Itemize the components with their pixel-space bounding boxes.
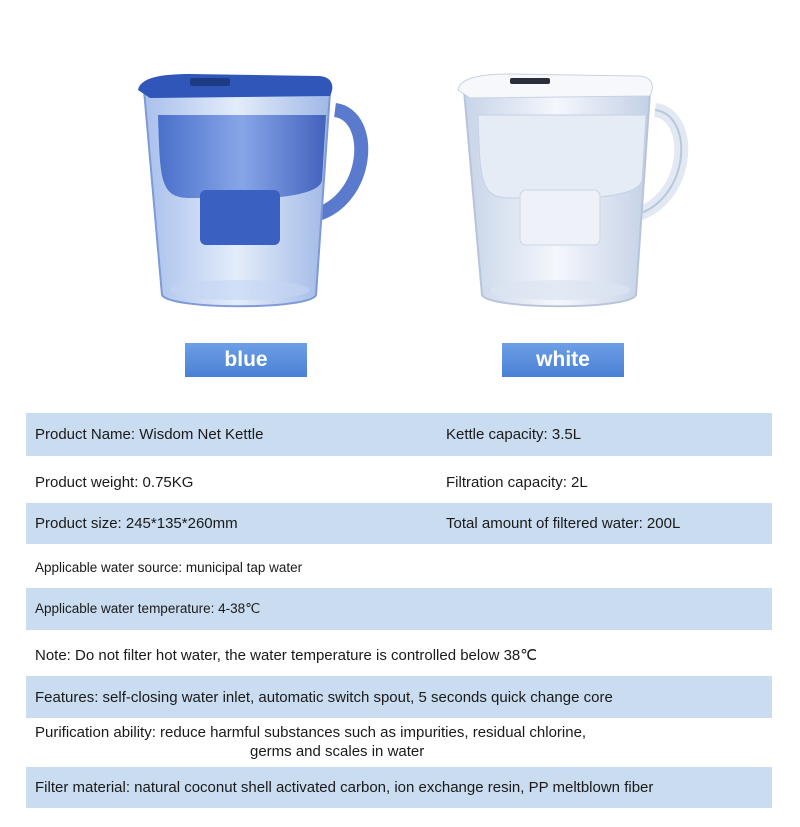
spec-row-3 bbox=[26, 503, 772, 544]
filtration-capacity: Filtration capacity: 2L bbox=[446, 473, 588, 491]
water-source: Applicable water source: municipal tap water bbox=[35, 559, 303, 575]
spec-row-1 bbox=[26, 413, 772, 456]
spec-row-2 bbox=[26, 460, 772, 504]
purification-text bbox=[35, 723, 586, 761]
features-text: Features: self-closing water inlet, automatic switch spout, 5 seconds quick change core bbox=[35, 688, 613, 706]
filter-material: Filter material: natural coconut shell activated carbon, ion exchange resin, PP meltblown fiber bbox=[35, 779, 654, 796]
spec-row-8 bbox=[26, 719, 772, 765]
product-size: Product size: 245*135*260mm bbox=[35, 515, 238, 532]
white-pitcher-image bbox=[450, 70, 690, 315]
water-temperature: Applicable water temperature: 4-38℃ bbox=[35, 601, 261, 616]
spec-row-6 bbox=[26, 633, 772, 677]
note-text: Note: Do not filter hot water, the water temperature is controlled below 38℃ bbox=[35, 647, 538, 664]
product-name: Product Name: Wisdom Net Kettle bbox=[35, 426, 264, 443]
total-filtered-water: Total amount of filtered water: 200L bbox=[446, 515, 681, 532]
spec-row-4 bbox=[26, 546, 772, 588]
purification-line-1: Purification ability: reduce harmful substances such as impurities, residual chlorine, bbox=[35, 724, 587, 741]
purification-line-2: germs and scales in water bbox=[250, 743, 425, 760]
product-weight: Product weight: 0.75KG bbox=[35, 473, 194, 491]
variant-white-label: white bbox=[502, 343, 624, 377]
spec-row-9 bbox=[26, 767, 772, 808]
blue-pitcher-image bbox=[130, 70, 370, 315]
spec-row-7 bbox=[26, 676, 772, 718]
kettle-capacity: Kettle capacity: 3.5L bbox=[446, 426, 582, 443]
variant-blue-label: blue bbox=[185, 343, 307, 377]
spec-row-5 bbox=[26, 588, 772, 630]
